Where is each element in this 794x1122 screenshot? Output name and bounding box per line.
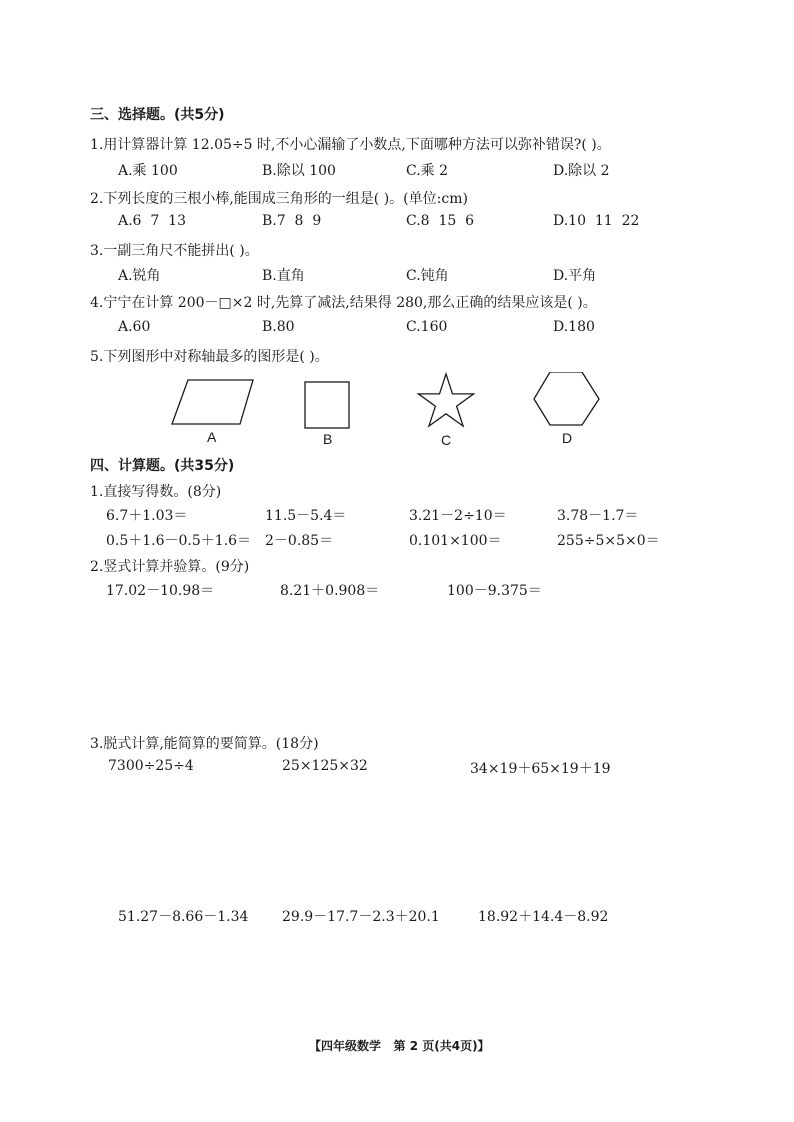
q3-option-d: D.平角 (553, 268, 597, 284)
q4-option-d: D.180 (553, 319, 595, 335)
question-5-text: 5.下列图形中对称轴最多的图形是( )。 (90, 349, 329, 365)
q1-option-c: C.乘 2 (406, 163, 449, 179)
q4-option-c: C.160 (406, 319, 448, 335)
q3-option-c: C.钝角 (406, 268, 449, 284)
part1-title: 1.直接写得数。(8分) (90, 484, 222, 500)
vertical-calc-item: 100－9.375＝ (447, 583, 542, 599)
stepwise-calc-item: 29.9－17.7－2.3＋20.1 (282, 909, 440, 925)
stepwise-calc-item: 25×125×32 (282, 758, 368, 774)
calc-item: 2－0.85＝ (265, 533, 334, 549)
star-shape (418, 374, 473, 426)
calc-item: 3.78－1.7＝ (557, 508, 639, 524)
q2-option-c: C.8 15 6 (406, 213, 475, 229)
question-3-text: 3.一副三角尺不能拼出( )。 (90, 243, 259, 259)
q2-option-b: B.7 8 9 (262, 213, 322, 229)
question-2-text: 2.下列长度的三根小棒,能围成三角形的一组是( )。(单位:cm) (90, 191, 468, 207)
question-4-text: 4.宁宁在计算 200－□×2 时,先算了减法,结果得 280,那么正确的结果应该是( )。 (90, 295, 597, 311)
q1-option-d: D.除以 2 (553, 163, 610, 179)
section4-title: 四、计算题。(共35分) (90, 458, 235, 474)
q3-option-b: B.直角 (262, 268, 305, 284)
question-1-text: 1.用计算器计算 12.05÷5 时,不小心漏输了小数点,下面哪种方法可以弥补错误?( )。 (90, 137, 611, 153)
shape-label-a: A (207, 429, 217, 445)
vertical-calc-item: 17.02－10.98＝ (106, 583, 215, 599)
calc-item: 0.101×100＝ (409, 533, 502, 549)
shape-label-b: B (323, 431, 333, 447)
stepwise-calc-item: 18.92＋14.4－8.92 (478, 909, 609, 925)
shape-label-d: D (562, 430, 573, 446)
calc-item: 3.21－2÷10＝ (409, 508, 507, 524)
q1-option-a: A.乘 100 (118, 163, 178, 179)
shapes-figure (160, 372, 620, 452)
shape-label-c: C (441, 432, 452, 448)
calc-item: 255÷5×5×0＝ (557, 533, 660, 549)
section3-title: 三、选择题。(共5分) (90, 107, 225, 123)
calc-item: 0.5＋1.6－0.5＋1.6＝ (106, 533, 252, 549)
part3-title: 3.脱式计算,能简算的要简算。(18分) (90, 736, 319, 752)
calc-item: 11.5－5.4＝ (265, 508, 347, 524)
stepwise-calc-item: 7300÷25÷4 (108, 758, 194, 774)
parallelogram-shape (172, 380, 253, 424)
calc-item: 6.7＋1.03＝ (106, 508, 188, 524)
part2-title: 2.竖式计算并验算。(9分) (90, 559, 250, 575)
q1-option-b: B.除以 100 (262, 163, 336, 179)
stepwise-calc-item: 34×19＋65×19＋19 (470, 761, 611, 777)
q2-option-d: D.10 11 22 (553, 213, 640, 229)
stepwise-calc-item: 51.27－8.66－1.34 (118, 909, 249, 925)
q4-option-a: A.60 (118, 319, 151, 335)
page-footer: 【四年级数学 第 2 页(共4页)】 (309, 1039, 490, 1053)
square-shape (305, 382, 349, 428)
q3-option-a: A.锐角 (118, 268, 161, 284)
vertical-calc-item: 8.21＋0.908＝ (280, 583, 380, 599)
q4-option-b: B.80 (262, 319, 295, 335)
q2-option-a: A.6 7 13 (118, 213, 186, 229)
hexagon-shape (534, 372, 599, 425)
